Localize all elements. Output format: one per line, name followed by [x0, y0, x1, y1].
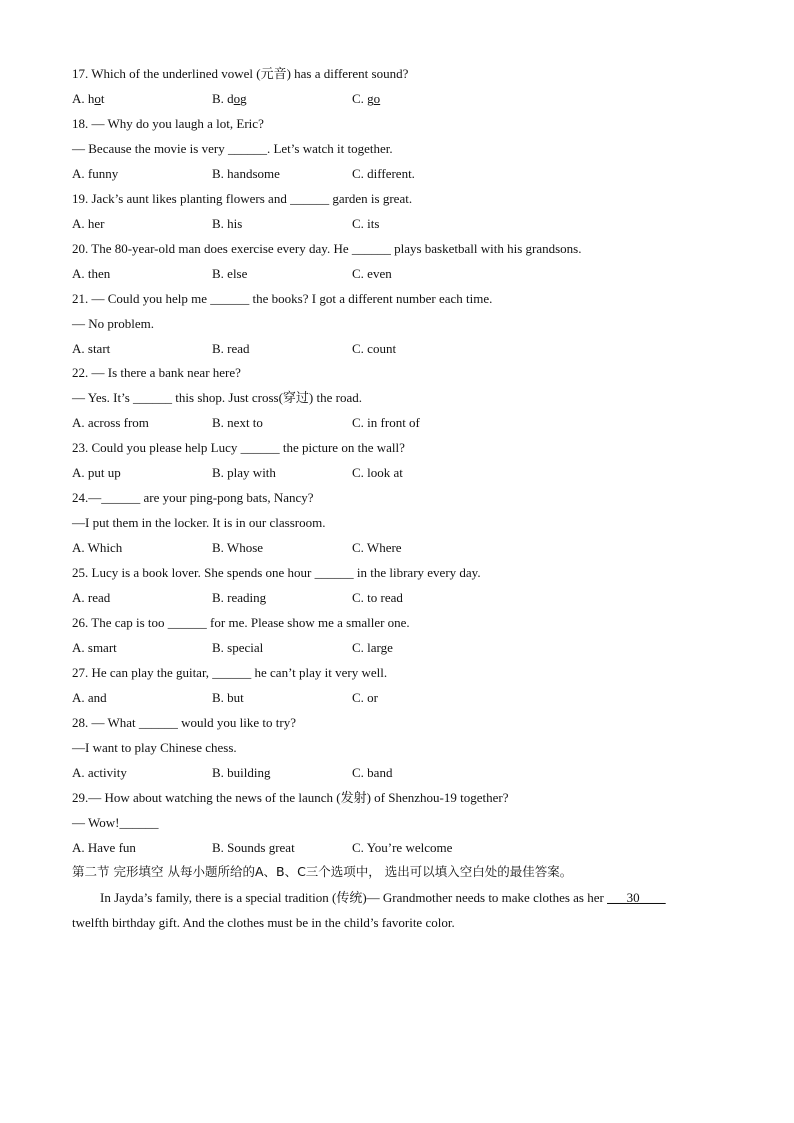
question-23-option-c: C. look at [352, 465, 403, 480]
question-21-option-b: B. read [212, 341, 250, 356]
question-25-stem: 25. Lucy is a book lover. She spends one hour ______ in the library every day. [72, 565, 481, 580]
question-19-option-c: C. its [352, 216, 380, 231]
question-18-stem-reply: — Because the movie is very ______. Let’s watch it together. [72, 141, 393, 156]
question-23-stem: 23. Could you please help Lucy ______ the picture on the wall? [72, 440, 405, 455]
question-28-option-c: C. band [352, 765, 393, 780]
question-26-option-a: A. smart [72, 640, 117, 655]
section-2-title: 第二节 完形填空 从每小题所给的A、B、C三个选项中， 选出可以填入空白处的最佳答案。 [72, 864, 573, 879]
question-27-stem: 27. He can play the guitar, ______ he can’t play it very well. [72, 665, 388, 680]
question-22-option-b: B. next to [212, 415, 263, 430]
question-18-stem: 18. — Why do you laugh a lot, Eric? [72, 116, 264, 131]
question-28-option-b: B. building [212, 765, 271, 780]
question-20-option-a: A. then [72, 266, 111, 281]
question-17-option-c: C. go [352, 91, 381, 106]
underlined-vowel: o [373, 91, 381, 106]
underlined-vowel: o [94, 91, 101, 106]
question-25-option-c: C. to read [352, 590, 403, 605]
passage-line-1: In Jayda’s family, there is a special tradition (传统)— Grandmother needs to make clothes as her ___30____ [100, 890, 666, 905]
question-19-option-b: B. his [212, 216, 243, 231]
question-29-option-c: C. You’re welcome [352, 840, 453, 855]
passage-line-2: twelfth birthday gift. And the clothes must be in the child’s favorite color. [72, 915, 455, 930]
question-28-stem: 28. — What ______ would you like to try? [72, 715, 296, 730]
question-26-stem: 26. The cap is too ______ for me. Please show me a smaller one. [72, 615, 410, 630]
question-26-option-b: B. special [212, 640, 264, 655]
question-22-stem-reply: — Yes. It’s ______ this shop. Just cross(穿过) the road. [72, 390, 362, 405]
question-24-stem: 24.—______ are your ping-pong bats, Nancy? [72, 490, 314, 505]
question-29-stem-reply: — Wow!______ [72, 815, 159, 830]
question-18-option-c: C. different. [352, 166, 415, 181]
question-18-option-b: B. handsome [212, 166, 280, 181]
underlined-vowel: o [233, 91, 241, 106]
question-28-stem-reply: —I want to play Chinese chess. [72, 740, 237, 755]
question-21-option-c: C. count [352, 341, 397, 356]
question-27-option-a: A. and [72, 690, 107, 705]
question-17-option-b: B. dog [212, 91, 247, 106]
question-28-option-a: A. activity [72, 765, 127, 780]
question-29-option-b: B. Sounds great [212, 840, 295, 855]
question-24-option-a: A. Which [72, 540, 123, 555]
question-25-option-a: A. read [72, 590, 111, 605]
question-21-stem: 21. — Could you help me ______ the books? I got a different number each time. [72, 291, 493, 306]
question-24-option-c: C. Where [352, 540, 402, 555]
question-17-stem: 17. Which of the underlined vowel (元音) has a different sound? [72, 66, 409, 81]
question-29-option-a: A. Have fun [72, 840, 136, 855]
question-23-option-a: A. put up [72, 465, 121, 480]
question-19-option-a: A. her [72, 216, 105, 231]
question-18-option-a: A. funny [72, 166, 119, 181]
question-22-option-a: A. across from [72, 415, 149, 430]
question-21-option-a: A. start [72, 341, 111, 356]
question-20-option-c: C. even [352, 266, 392, 281]
blank-30: ___30____ [607, 890, 666, 905]
question-29-stem: 29.— How about watching the news of the launch (发射) of Shenzhou-19 together? [72, 790, 509, 805]
question-27-option-b: B. but [212, 690, 244, 705]
question-17-option-a: A. hot [72, 91, 105, 106]
question-22-stem: 22. — Is there a bank near here? [72, 365, 241, 380]
question-20-option-b: B. else [212, 266, 248, 281]
question-23-option-b: B. play with [212, 465, 276, 480]
question-27-option-c: C. or [352, 690, 378, 705]
question-21-stem-reply: — No problem. [72, 316, 154, 331]
question-22-option-c: C. in front of [352, 415, 420, 430]
question-24-option-b: B. Whose [212, 540, 264, 555]
question-26-option-c: C. large [352, 640, 393, 655]
question-25-option-b: B. reading [212, 590, 267, 605]
question-19-stem: 19. Jack’s aunt likes planting flowers and ______ garden is great. [72, 191, 413, 206]
question-24-stem-reply: —I put them in the locker. It is in our classroom. [72, 515, 326, 530]
question-20-stem: 20. The 80-year-old man does exercise every day. He ______ plays basketball with his grandsons. [72, 241, 582, 256]
